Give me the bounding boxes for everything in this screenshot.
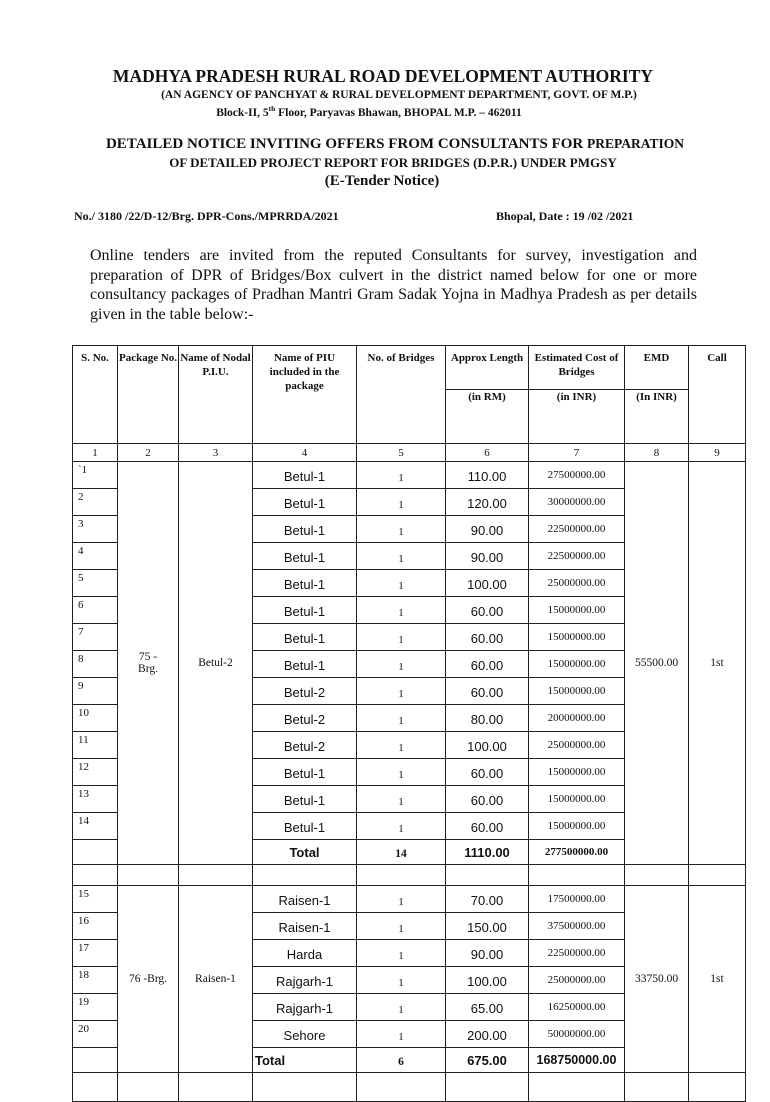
- row-bridges: 1: [357, 994, 446, 1021]
- row-bridges: 1: [357, 732, 446, 759]
- row-piu: Rajgarh-1: [253, 994, 357, 1021]
- row-bridges: 1: [357, 759, 446, 786]
- org-address: [0, 104, 754, 119]
- col-header-bridges: No. of Bridges: [357, 346, 446, 444]
- row-sno: 10: [73, 705, 118, 732]
- total-empty: [73, 1048, 118, 1073]
- blank-cell: [529, 1073, 625, 1102]
- row-piu: Betul-1: [253, 597, 357, 624]
- address-pre: Block-II, 5: [216, 106, 269, 119]
- notice-title-line2: OF DETAILED PROJECT REPORT FOR BRIDGES (D.P.R.) UNDER PMGSY: [169, 155, 617, 170]
- blank-cell: [625, 865, 689, 886]
- col-header-nodal: Name of Nodal P.I.U.: [179, 346, 253, 444]
- row-bridges: 1: [357, 543, 446, 570]
- row-cost: 27500000.00: [529, 462, 625, 489]
- col-header-length: Approx Length: [446, 346, 529, 390]
- tender-table: [72, 345, 746, 1102]
- row-piu: Betul-1: [253, 786, 357, 813]
- row-length: 200.00: [446, 1021, 529, 1048]
- row-bridges: 1: [357, 705, 446, 732]
- row-length: 80.00: [446, 705, 529, 732]
- row-bridges: 1: [357, 913, 446, 940]
- total-cost: 168750000.00: [529, 1048, 625, 1073]
- col-header-piu: Name of PIU included in the package: [253, 346, 357, 444]
- row-length: 65.00: [446, 994, 529, 1021]
- package-number: 75 - Brg.: [118, 462, 179, 865]
- row-piu: Betul-1: [253, 489, 357, 516]
- total-bridges: 14: [357, 840, 446, 865]
- notice-title-line1: [10, 136, 770, 153]
- row-sno: `1: [73, 462, 118, 489]
- row-length: 120.00: [446, 489, 529, 516]
- col-number: 9: [689, 444, 746, 462]
- blank-cell: [689, 1073, 746, 1102]
- row-length: 60.00: [446, 786, 529, 813]
- row-sno: 19: [73, 994, 118, 1021]
- total-label: Total: [253, 840, 357, 865]
- col-number: 2: [118, 444, 179, 462]
- row-sno: 7: [73, 624, 118, 651]
- row-cost: 17500000.00: [529, 886, 625, 913]
- call-value: 1st: [689, 886, 746, 1073]
- blank-cell: [357, 865, 446, 886]
- row-bridges: 1: [357, 597, 446, 624]
- col-number: 5: [357, 444, 446, 462]
- emd-value: 55500.00: [625, 462, 689, 865]
- row-length: 90.00: [446, 543, 529, 570]
- row-piu: Sehore: [253, 1021, 357, 1048]
- total-length: 1110.00: [446, 840, 529, 865]
- row-sno: 12: [73, 759, 118, 786]
- row-piu: Harda: [253, 940, 357, 967]
- row-cost: 25000000.00: [529, 967, 625, 994]
- row-sno: 9: [73, 678, 118, 705]
- total-bridges: 6: [357, 1048, 446, 1073]
- total-length: 675.00: [446, 1048, 529, 1073]
- notice-title-main: DETAILED NOTICE INVITING OFFERS FROM CONSULTANTS FOR: [105, 136, 588, 152]
- address-post: Floor, Paryavas Bhawan, BHOPAL M.P. – 462011: [275, 106, 522, 119]
- row-length: 60.00: [446, 678, 529, 705]
- row-length: 70.00: [446, 886, 529, 913]
- reference-number: No./ 3180 /22/D-12/Brg. DPR-Cons./MPRRDA/2021: [74, 209, 339, 223]
- row-bridges: 1: [357, 940, 446, 967]
- col-number: 7: [529, 444, 625, 462]
- row-cost: 15000000.00: [529, 597, 625, 624]
- row-bridges: 1: [357, 651, 446, 678]
- row-sno: 2: [73, 489, 118, 516]
- blank-cell: [118, 865, 179, 886]
- blank-cell: [253, 1073, 357, 1102]
- row-cost: 25000000.00: [529, 732, 625, 759]
- row-sno: 3: [73, 516, 118, 543]
- row-piu: Betul-1: [253, 759, 357, 786]
- row-length: 100.00: [446, 570, 529, 597]
- row-sno: 17: [73, 940, 118, 967]
- row-bridges: 1: [357, 570, 446, 597]
- col-header-cost: Estimated Cost of Bridges: [529, 346, 625, 390]
- blank-cell: [253, 865, 357, 886]
- row-sno: 11: [73, 732, 118, 759]
- row-cost: 22500000.00: [529, 940, 625, 967]
- col-number: 4: [253, 444, 357, 462]
- row-piu: Betul-1: [253, 813, 357, 840]
- row-bridges: 1: [357, 813, 446, 840]
- col-number: 6: [446, 444, 529, 462]
- row-bridges: 1: [357, 967, 446, 994]
- row-bridges: 1: [357, 624, 446, 651]
- row-piu: Betul-1: [253, 543, 357, 570]
- row-cost: 16250000.00: [529, 994, 625, 1021]
- row-sno: 4: [73, 543, 118, 570]
- notice-title-small: PREPARATION: [587, 136, 685, 151]
- row-piu: Betul-2: [253, 732, 357, 759]
- row-length: 90.00: [446, 516, 529, 543]
- row-sno: 18: [73, 967, 118, 994]
- reference-date: Bhopal, Date : 19 /02 /2021: [496, 209, 634, 223]
- intro-paragraph: Online tenders are invited from the reputed Consultants for survey, investigation and preparation of DPR of Bridges/Box culvert in the district named below for one or more consultancy packages of Pradhan Mantri Gram Sadak Yojna in Madhya Pradesh as per details given in the table below:-: [90, 247, 697, 323]
- total-cost: 277500000.00: [529, 840, 625, 865]
- package-number: 76 -Brg.: [118, 886, 179, 1073]
- call-value: 1st: [689, 462, 746, 865]
- row-length: 60.00: [446, 651, 529, 678]
- blank-row: [73, 1073, 746, 1102]
- row-piu: Raisen-1: [253, 913, 357, 940]
- row-cost: 50000000.00: [529, 1021, 625, 1048]
- row-length: 60.00: [446, 624, 529, 651]
- row-piu: Betul-1: [253, 624, 357, 651]
- row-length: 60.00: [446, 813, 529, 840]
- row-length: 60.00: [446, 759, 529, 786]
- blank-cell: [625, 1073, 689, 1102]
- blank-cell: [118, 1073, 179, 1102]
- col-header-package: Package No.: [118, 346, 179, 444]
- row-length: 150.00: [446, 913, 529, 940]
- row-length: 100.00: [446, 732, 529, 759]
- row-sno: 5: [73, 570, 118, 597]
- row-bridges: 1: [357, 786, 446, 813]
- row-sno: 15: [73, 886, 118, 913]
- blank-cell: [179, 1073, 253, 1102]
- row-sno: 20: [73, 1021, 118, 1048]
- col-number: 1: [73, 444, 118, 462]
- row-piu: Betul-2: [253, 705, 357, 732]
- row-piu: Betul-1: [253, 516, 357, 543]
- blank-cell: [689, 865, 746, 886]
- row-piu: Raisen-1: [253, 886, 357, 913]
- emd-value: 33750.00: [625, 886, 689, 1073]
- row-piu: Betul-1: [253, 651, 357, 678]
- row-cost: 22500000.00: [529, 516, 625, 543]
- org-title: MADHYA PRADESH RURAL ROAD DEVELOPMENT AUTHORITY: [112, 66, 654, 86]
- nodal-piu: Betul-2: [179, 462, 253, 865]
- blank-cell: [446, 865, 529, 886]
- total-label: Total: [253, 1048, 357, 1073]
- row-cost: 15000000.00: [529, 759, 625, 786]
- org-subtitle: (AN AGENCY OF PANCHYAT & RURAL DEVELOPMENT DEPARTMENT, GOVT. OF M.P.): [161, 89, 637, 101]
- row-cost: 20000000.00: [529, 705, 625, 732]
- row-length: 90.00: [446, 940, 529, 967]
- unit-emd: (In INR): [625, 390, 689, 444]
- header-row: [73, 346, 746, 390]
- unit-cost: (in INR): [529, 390, 625, 444]
- col-number: 8: [625, 444, 689, 462]
- row-length: 100.00: [446, 967, 529, 994]
- table-row: [73, 886, 746, 913]
- row-length: 110.00: [446, 462, 529, 489]
- blank-row: [73, 865, 746, 886]
- row-bridges: 1: [357, 1021, 446, 1048]
- row-sno: 16: [73, 913, 118, 940]
- row-cost: 30000000.00: [529, 489, 625, 516]
- row-bridges: 1: [357, 516, 446, 543]
- row-length: 60.00: [446, 597, 529, 624]
- row-bridges: 1: [357, 678, 446, 705]
- col-header-emd: EMD: [625, 346, 689, 390]
- row-cost: 15000000.00: [529, 813, 625, 840]
- blank-cell: [73, 1073, 118, 1102]
- blank-cell: [179, 865, 253, 886]
- row-cost: 15000000.00: [529, 624, 625, 651]
- row-cost: 22500000.00: [529, 543, 625, 570]
- row-cost: 37500000.00: [529, 913, 625, 940]
- notice-subtitle: (E-Tender Notice): [324, 173, 440, 189]
- blank-cell: [529, 865, 625, 886]
- unit-length: (in RM): [446, 390, 529, 444]
- blank-cell: [446, 1073, 529, 1102]
- row-cost: 15000000.00: [529, 651, 625, 678]
- col-header-sno: S. No.: [73, 346, 118, 444]
- row-bridges: 1: [357, 462, 446, 489]
- blank-cell: [357, 1073, 446, 1102]
- row-sno: 6: [73, 597, 118, 624]
- row-piu: Betul-2: [253, 678, 357, 705]
- row-sno: 13: [73, 786, 118, 813]
- row-sno: 8: [73, 651, 118, 678]
- blank-cell: [73, 865, 118, 886]
- row-cost: 15000000.00: [529, 678, 625, 705]
- col-number: 3: [179, 444, 253, 462]
- row-piu: Betul-1: [253, 570, 357, 597]
- row-piu: Rajgarh-1: [253, 967, 357, 994]
- row-sno: 14: [73, 813, 118, 840]
- row-bridges: 1: [357, 886, 446, 913]
- col-header-call: Call: [689, 346, 746, 444]
- row-bridges: 1: [357, 489, 446, 516]
- total-empty: [73, 840, 118, 865]
- nodal-piu: Raisen-1: [179, 886, 253, 1073]
- address-sup: th: [268, 104, 276, 113]
- row-piu: Betul-1: [253, 462, 357, 489]
- row-cost: 15000000.00: [529, 786, 625, 813]
- column-number-row: [73, 444, 746, 462]
- table-row: [73, 462, 746, 489]
- row-cost: 25000000.00: [529, 570, 625, 597]
